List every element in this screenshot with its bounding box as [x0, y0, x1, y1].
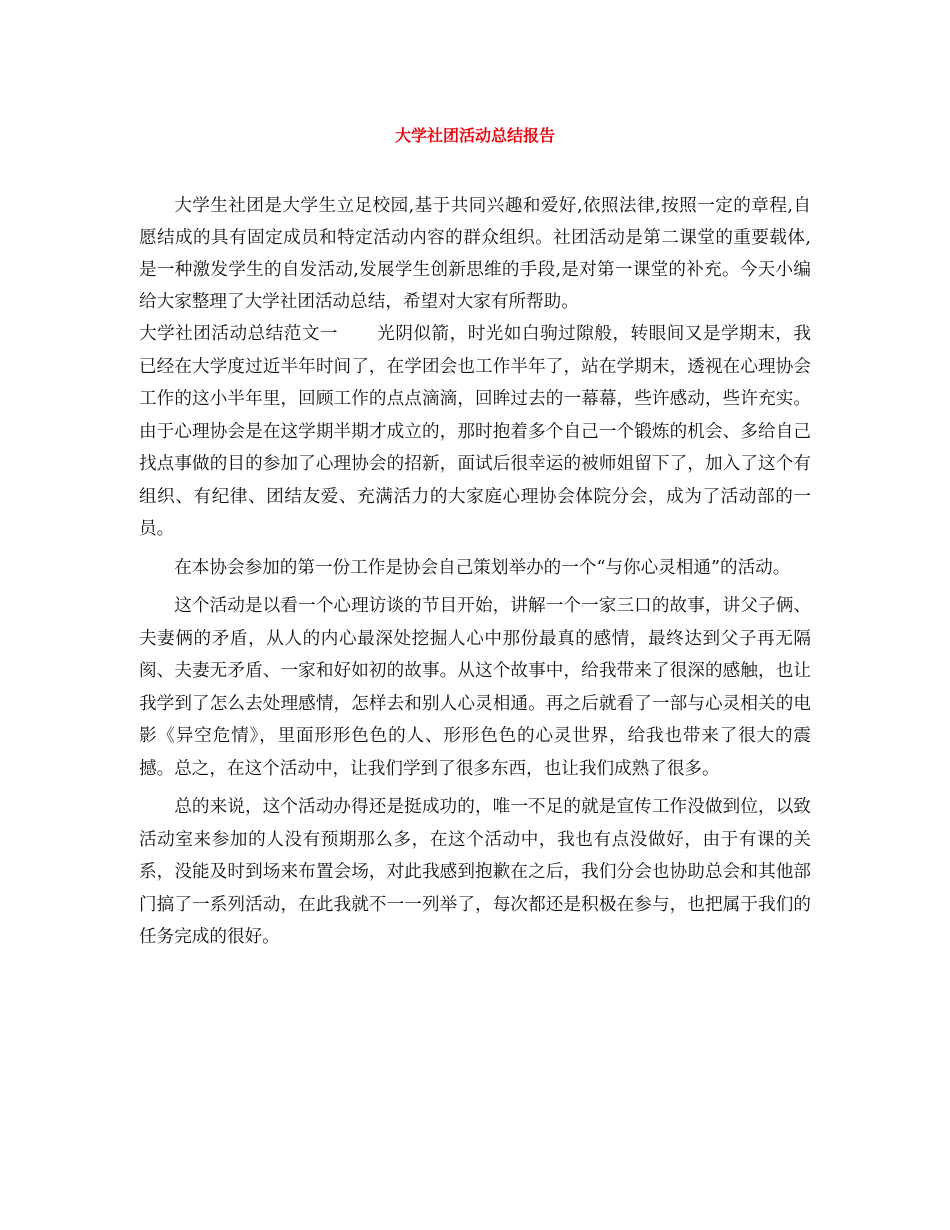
document-body [139, 190, 811, 954]
paragraph-1: 在本协会参加的第一份工作是协会自己策划举办的一个“与你心灵相通”的活动。 [174, 557, 791, 578]
paragraph-3: 总的来说，这个活动办得还是挺成功的，唯一不足的就是宣传工作没做到位，以致活动室来参加的人没有预期那么多，在这个活动中，我也有点没做好，由于有课的关系，没能及时到场来布置会场，对此我感到抱歉在之后，我们分会也协助总会和其他部门搞了一系列活动，在此我就不一一列举了，每次都还是积极在参与，也把属于我们的任务完成的很好。 [139, 797, 811, 947]
paragraph-2: 这个活动是以看一个心理访谈的节目开始，讲解一个一家三口的故事，讲父子俩、夫妻俩的矛盾，从人的内心最深处挖掘人心中那份最真的感情，最终达到父子再无隔阂、夫妻无矛盾、一家和好如初的故事。从这个故事中，给我带来了很深的感触，也让我学到了怎么去处理感情，怎样去和别人心灵相通。再之后就看了一部与心灵相关的电影《异空危情》，里面形形色色的人、形形色色的心灵世界，给我也带来了很大的震撼。总之，在这个活动中，让我们学到了很多东西，也让我们成熟了很多。 [139, 596, 811, 779]
section-first-paragraph [139, 318, 811, 546]
document-title: 大学社团活动总结报告 [394, 126, 555, 145]
section-heading: 大学社团活动总结范文一 [139, 324, 339, 344]
section-first-paragraph-text: 光阴似箭，时光如白驹过隙般，转眼间又是学期末，我已经在大学度过近半年时间了，在学团会也工作半年了，站在学期末，透视在心理协会工作的这小半年里，回顾工作的点点滴滴，回眸过去的一幕幕，些许感动，些许充实。由于心理协会是在这学期半期才成立的，那时抱着多个自己一个锻炼的机会、多给自己找点事做的目的参加了心理协会的招新，面试后很幸运的被师姐留下了，加入了这个有组织、有纪律、团结友爱、充满活力的大家庭心理协会体院分会，成为了活动部的一员。 [139, 324, 811, 539]
intro-paragraph: 大学生社团是大学生立足校园,基于共同兴趣和爱好,依照法律,按照一定的章程,自愿结成的具有固定成员和特定活动内容的群众组织。社团活动是第二课堂的重要载体,是一种激发学生的自发活动,发展学生创新思维的手段,是对第一课堂的补充。今天小编给大家整理了大学社团活动总结，希望对大家有所帮助。 [139, 196, 811, 312]
